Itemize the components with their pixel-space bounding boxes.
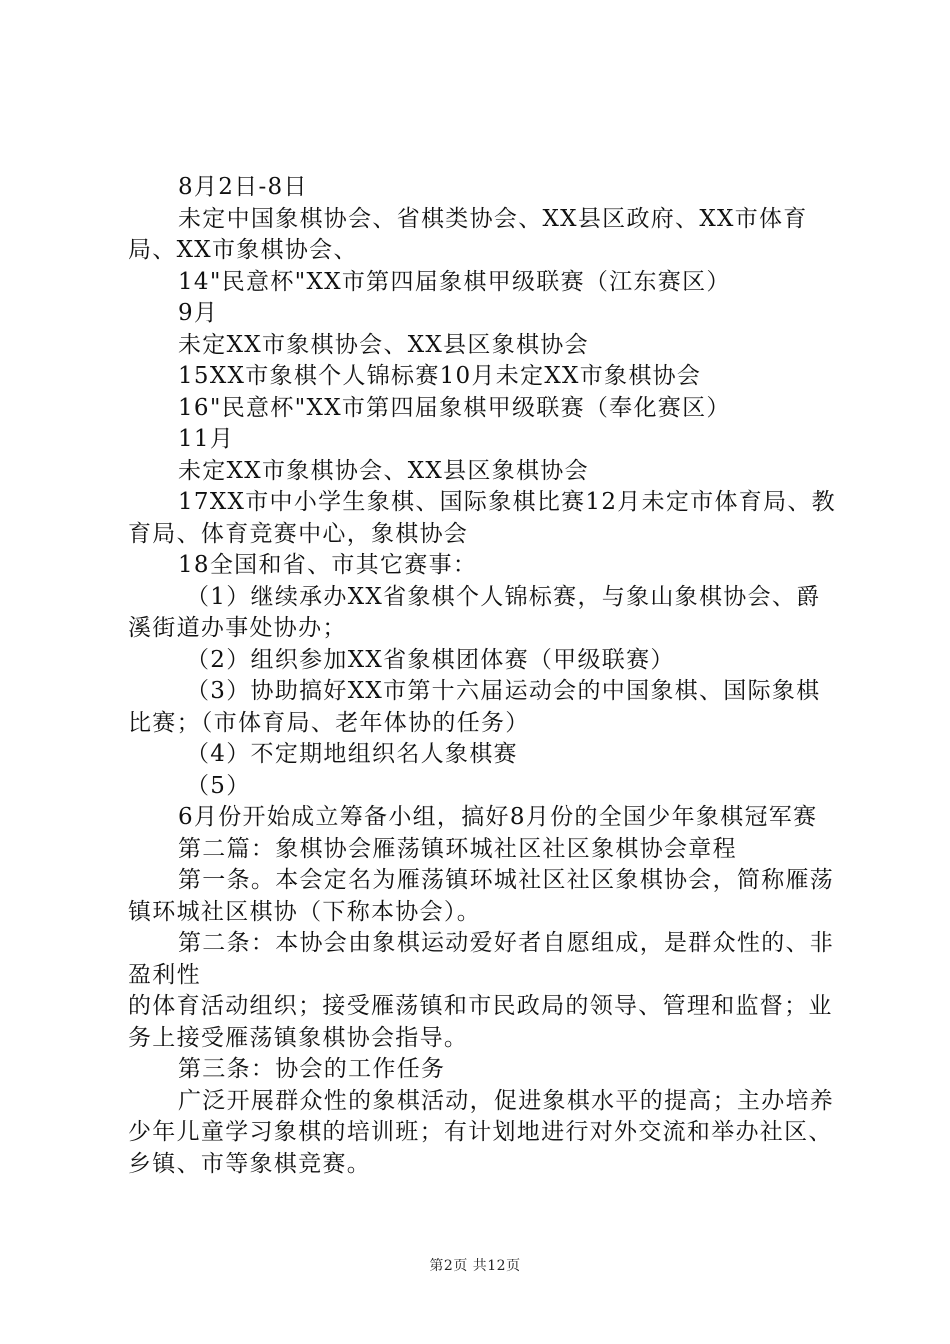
article-1: 第一条。本会定名为雁荡镇环城社区社区象棋协会，简称雁荡镇环城社区棋协（下称本协会）。 [128,867,835,925]
paragraph-event-16: 16"民意杯"XX市第四届象棋甲级联赛（奉化赛区） [178,394,731,421]
page-footer: 第2页 共12页 [429,1258,521,1274]
paragraph-item-2: （2）组织参加XX省象棋团体赛（甲级联赛） [186,646,675,673]
article-2-continued: 的体育活动组织；接受雁荡镇和市民政局的领导、管理和监督；业务上接受雁荡镇象棋协会指导。 [128,993,833,1051]
paragraph-month-september: 9月 [178,300,219,326]
paragraph-organizers-3: 未定XX市象棋协会、XX县区象棋协会 [178,457,589,484]
paragraph-date: 8月2日-8日 [178,174,308,200]
paragraph-item-1: （1）继续承办XX省象棋个人锦标赛，与象山象棋协会、爵溪街道办事处协办； [128,583,821,641]
paragraph-month-november: 11月 [178,426,235,452]
paragraph-preparation: 6月份开始成立筹备小组，搞好8月份的全国少年象棋冠军赛 [178,804,818,830]
article-3-body: 广泛开展群众性的象棋活动，促进象棋水平的提高；主办培养少年儿童学习象棋的培训班；有计划地进行对外交流和举办社区、乡镇、市等象棋竞赛。 [128,1087,835,1177]
article-3-title: 第三条：协会的工作任务 [178,1056,446,1082]
article-2: 第二条：本协会由象棋运动爱好者自愿组成，是群众性的、非盈利性 [128,930,835,988]
document-body [128,172,840,1180]
paragraph-organizers-2: 未定XX市象棋协会、XX县区象棋协会 [178,331,589,358]
paragraph-item-3: （3）协助搞好XX市第十六届运动会的中国象棋、国际象棋比赛；（市体育局、老年体协的任务） [128,678,821,736]
paragraph-item-4: （4）不定期地组织名人象棋赛 [186,741,518,767]
paragraph-event-15: 15XX市象棋个人锦标赛10月未定XX市象棋协会 [178,363,702,389]
section-title: 第二篇：象棋协会雁荡镇环城社区社区象棋协会章程 [178,835,737,862]
paragraph-event-18: 18全国和省、市其它赛事： [178,552,478,578]
paragraph-item-5: （5） [186,772,251,799]
paragraph-event-17: 17XX市中小学生象棋、国际象棋比赛12月未定市体育局、教育局、体育竞赛中心，象棋协会 [128,489,836,547]
paragraph-event-14: 14"民意杯"XX市第四届象棋甲级联赛（江东赛区） [178,268,731,295]
paragraph-organizers-1: 未定中国象棋协会、省棋类协会、XX县区政府、XX市体育局、XX市象棋协会、 [128,205,808,263]
